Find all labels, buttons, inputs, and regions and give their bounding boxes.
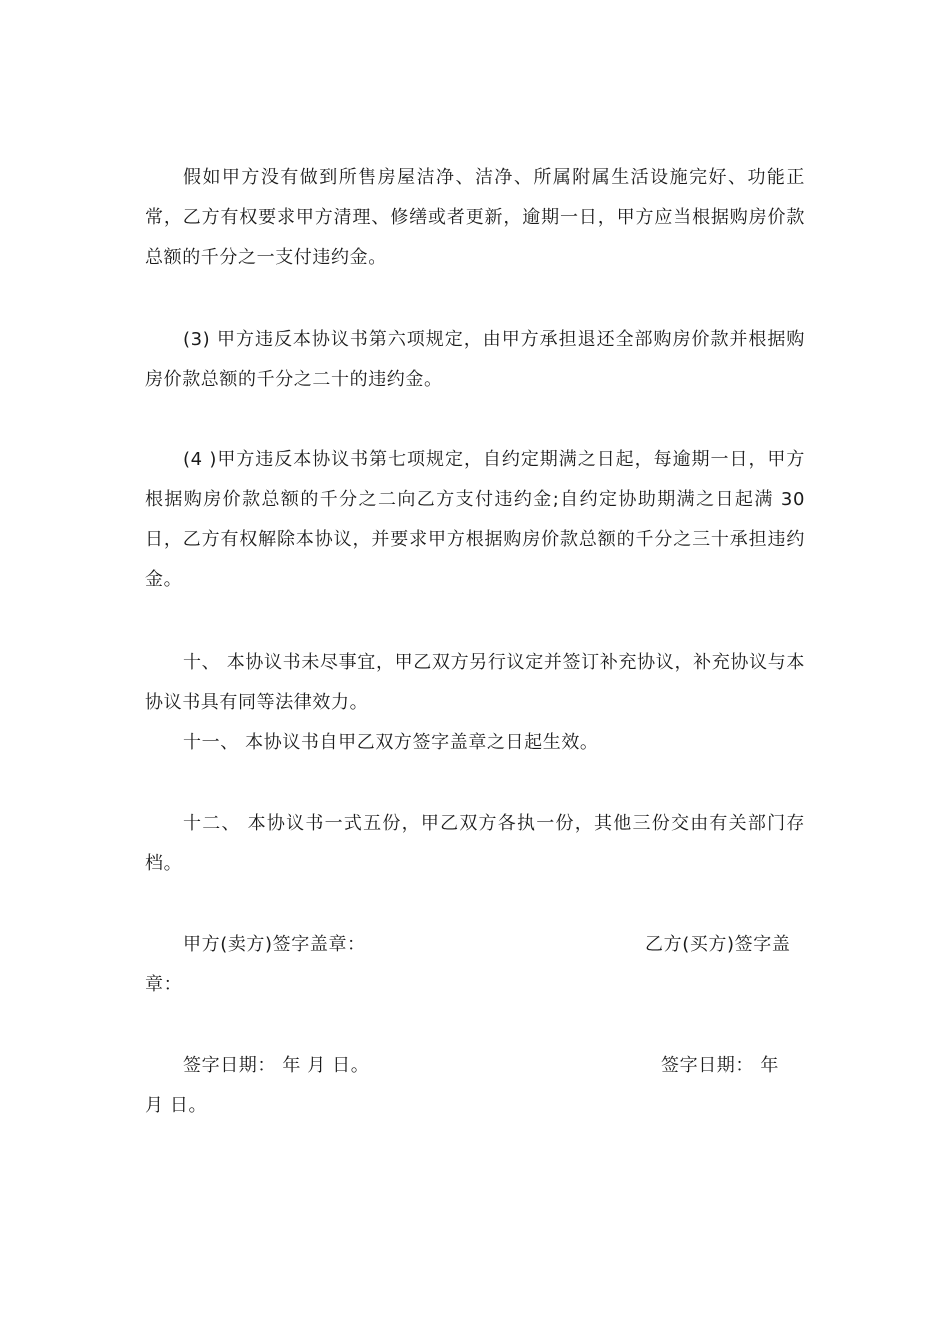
signature-date-row (145, 1046, 805, 1126)
clause-11-paragraph: 十一、 本协议书自甲乙双方签字盖章之日起生效。 (183, 732, 599, 753)
clause-10-paragraph: 十、 本协议书未尽事宜，甲乙双方另行议定并签订补充协议，补充协议与本协议书具有同等法律效力。 (145, 652, 805, 713)
penalty-cleaning-paragraph: 假如甲方没有做到所售房屋洁净、洁净、所属附属生活设施完好、功能正常，乙方有权要求甲方清理、修缮或者更新，逾期一日，甲方应当根据购房价款总额的千分之一支付违约金。 (145, 167, 805, 268)
party-a-date-label: 签字日期： 年 月 日。 (183, 1055, 370, 1076)
clause-12-paragraph: 十二、 本协议书一式五份，甲乙双方各执一份，其他三份交由有关部门存档。 (145, 813, 805, 874)
party-b-signature-label: 乙方(买方)签字盖 (645, 934, 791, 955)
party-b-date-label: 签字日期： 年 (661, 1055, 779, 1076)
penalty-clause-4-paragraph: (4 )甲方违反本协议书第七项规定，自约定期满之日起，每逾期一日，甲方根据购房价款总额的千分之二向乙方支付违约金;自约定协助期满之日起满 30日，乙方有权解除本协议，并要求甲方根据购房价款总额的千分之三十承担违约金。 (145, 449, 805, 590)
party-b-date-label-continued: 月 日。 (145, 1095, 208, 1116)
signature-seal-row (145, 925, 805, 1005)
party-b-signature-label-continued: 章： (145, 974, 183, 995)
party-a-signature-label: 甲方(卖方)签字盖章： (183, 934, 366, 955)
penalty-clause-3-paragraph: (3) 甲方违反本协议书第六项规定，由甲方承担退还全部购房价款并根据购房价款总额的千分之二十的违约金。 (145, 329, 805, 390)
